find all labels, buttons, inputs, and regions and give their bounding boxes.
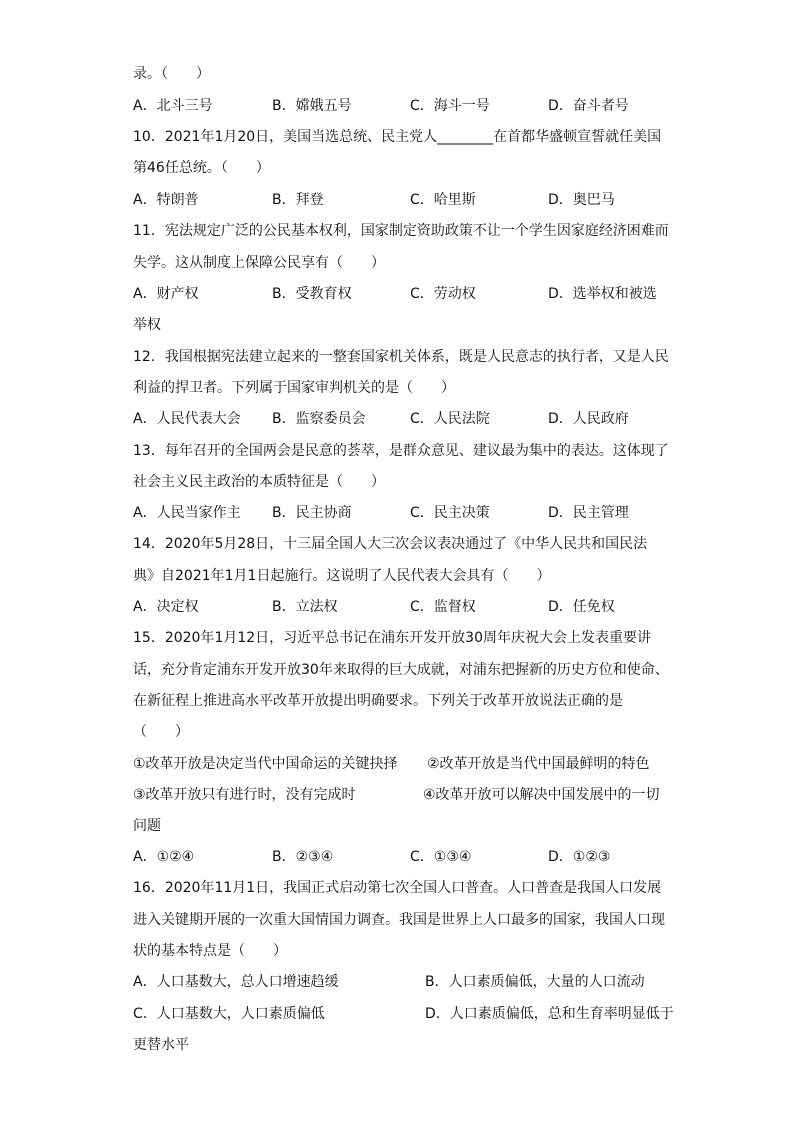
q12-stem: 12．我国根据宪法建立起来的一整套国家机关体系，既是人民意志的执行者，又是人民 — [133, 349, 669, 365]
q15-statement-3: ③改革开放只有进行时，没有完成时 — [133, 787, 356, 803]
q9-option-b: B．嫦娥五号 — [272, 98, 352, 114]
q9-option-c: C．海斗一号 — [410, 98, 490, 114]
q14-stem-cont: 典》自2021年1月1日起施行。这说明了人民代表大会具有（ ） — [133, 568, 551, 584]
q9-option-a: A．北斗三号 — [133, 98, 213, 114]
q14-stem: 14．2020年5月28日，十三届全国人大三次会议表决通过了《中华人民共和国民法 — [133, 536, 648, 552]
q9-stem-tail: 录。（ ） — [133, 66, 210, 82]
q15-option-b: B．②③④ — [272, 849, 334, 865]
q10-option-b: B．拜登 — [272, 192, 324, 208]
q11-option-c: C．劳动权 — [410, 286, 476, 302]
q15-statement-1: ①改革开放是决定当代中国命运的关键抉择 — [133, 756, 398, 772]
q16-stem-cont-1: 进入关键期开展的一次重大国情国力调查。我国是世界上人口最多的国家，我国人口现 — [133, 912, 665, 928]
q15-stem-cont-3: （ ） — [133, 724, 189, 740]
q16-option-b: B．人口素质偏低，大量的人口流动 — [425, 974, 645, 990]
q10-option-a: A．特朗普 — [133, 192, 199, 208]
q15-statement-4-wrap: 问题 — [133, 818, 161, 834]
q10-option-c: C．哈里斯 — [410, 192, 476, 208]
q15-statement-4: ④改革开放可以解决中国发展中的一切 — [423, 787, 660, 803]
q11-stem: 11．宪法规定广泛的公民基本权利，国家制定资助政策不让一个学生因家庭经济困难而 — [133, 223, 669, 239]
q16-option-c: C．人口基数大，人口素质偏低 — [133, 1006, 325, 1022]
q13-stem: 13．每年召开的全国两会是民意的荟萃，是群众意见、建议最为集中的表达。这体现了 — [133, 443, 669, 459]
q13-option-c: C．民主决策 — [410, 505, 490, 521]
q16-option-d: D．人口素质偏低，总和生育率明显低于 — [425, 1006, 674, 1022]
q13-option-b: B．民主协商 — [272, 505, 352, 521]
q11-option-d-wrap: 举权 — [133, 317, 161, 333]
q15-statement-2: ②改革开放是当代中国最鲜明的特色 — [427, 756, 650, 772]
q15-stem-cont-1: 话，充分肯定浦东开发开放30年来取得的巨大成就，对浦东把握新的历史方位和使命、 — [133, 662, 669, 678]
q14-option-b: B．立法权 — [272, 599, 338, 615]
q12-option-d: D．人民政府 — [548, 411, 629, 427]
q10-stem-cont: 第46任总统。（ ） — [133, 160, 270, 176]
q12-stem-cont: 利益的捍卫者。下列属于国家审判机关的是（ ） — [133, 380, 455, 396]
q12-option-a: A．人民代表大会 — [133, 411, 241, 427]
q11-option-d: D．选举权和被选 — [548, 286, 657, 302]
q11-stem-cont: 失学。这从制度上保障公民享有（ ） — [133, 255, 385, 271]
q12-option-c: C．人民法院 — [410, 411, 490, 427]
q14-option-c: C．监督权 — [410, 599, 476, 615]
q16-option-d-wrap: 更替水平 — [133, 1037, 189, 1053]
q10-stem: 10．2021年1月20日，美国当选总统、民主党人________在首都华盛顿宣誓就任美国 — [133, 129, 662, 145]
q14-option-d: D．任免权 — [548, 599, 615, 615]
q10-option-d: D．奥巴马 — [548, 192, 615, 208]
q15-option-c: C．①③④ — [410, 849, 472, 865]
q13-option-d: D．民主管理 — [548, 505, 629, 521]
q16-stem-cont-2: 状的基本特点是（ ） — [133, 943, 287, 959]
q9-option-d: D．奋斗者号 — [548, 98, 629, 114]
q11-option-b: B．受教育权 — [272, 286, 352, 302]
q14-option-a: A．决定权 — [133, 599, 199, 615]
q15-option-d: D．①②③ — [548, 849, 611, 865]
q16-option-a: A．人口基数大，总人口增速趋缓 — [133, 974, 339, 990]
q15-stem-cont-2: 在新征程上推进高水平改革开放提出明确要求。下列关于改革开放说法正确的是 — [133, 693, 623, 709]
q11-option-a: A．财产权 — [133, 286, 199, 302]
q12-option-b: B．监察委员会 — [272, 411, 366, 427]
q15-option-a: A．①②④ — [133, 849, 195, 865]
q16-stem: 16．2020年11月1日，我国正式启动第七次全国人口普查。人口普查是我国人口发展 — [133, 880, 662, 896]
q13-option-a: A．人民当家作主 — [133, 505, 241, 521]
q15-stem: 15．2020年1月12日，习近平总书记在浦东开发开放30周年庆祝大会上发表重要讲 — [133, 630, 651, 646]
q13-stem-cont: 社会主义民主政治的本质特征是（ ） — [133, 474, 385, 490]
